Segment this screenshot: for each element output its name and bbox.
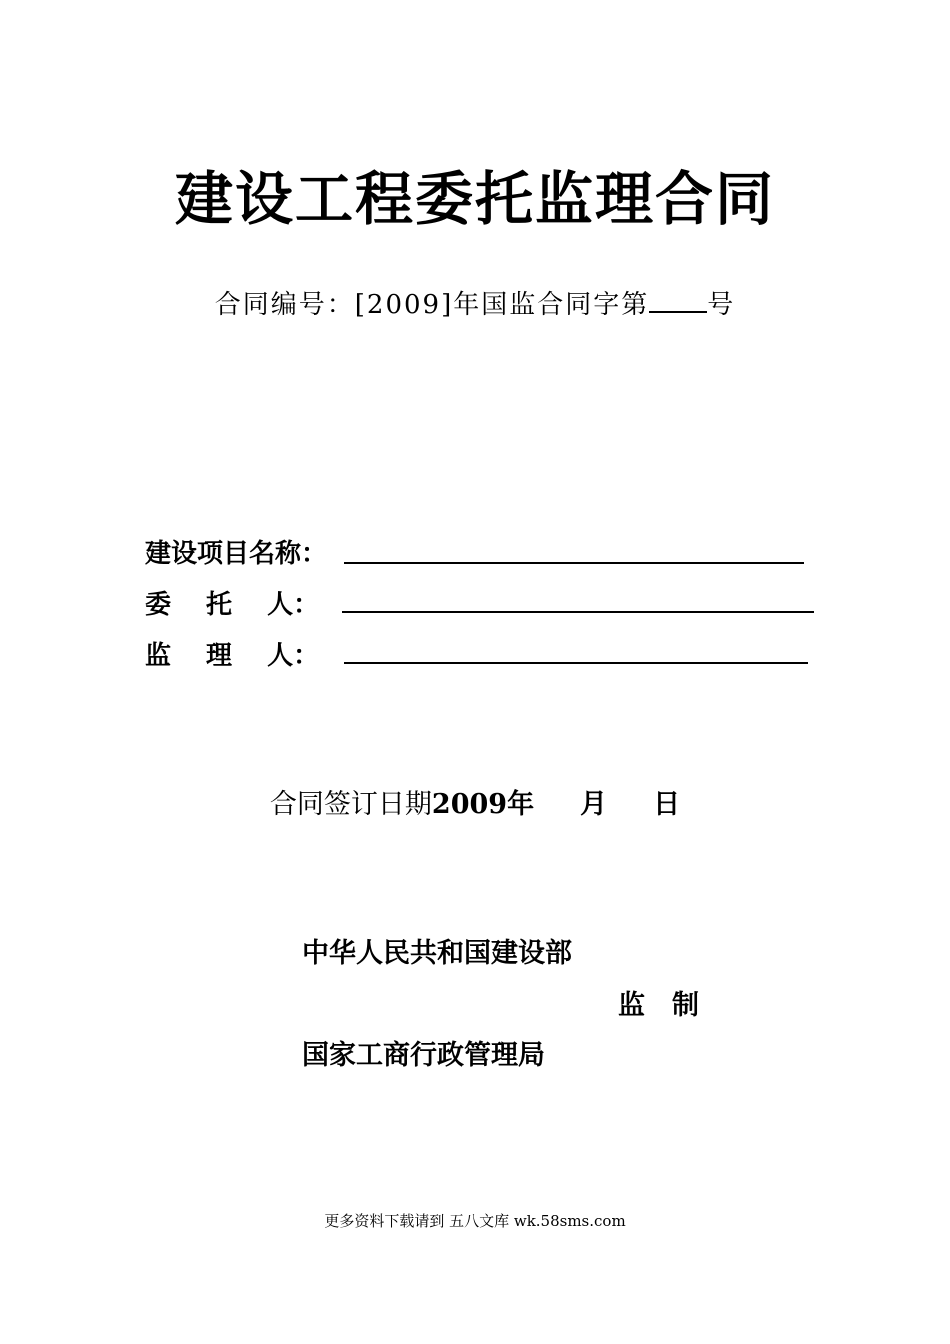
signing-date-day: 日 — [653, 789, 681, 820]
contract-number-prefix: 合同编号： — [214, 290, 355, 320]
project-name-row — [145, 533, 327, 570]
issuer-supervise: 监 制 — [618, 990, 699, 1021]
signing-date-label: 合同签订日期 — [269, 789, 432, 820]
project-name-line[interactable] — [344, 562, 804, 564]
issuer-ministry: 中华人民共和国建设部 — [302, 938, 572, 969]
footer-download-note: 更多资料下载请到 五八文库 wk.58sms.com — [324, 1212, 626, 1230]
contract-number-code: [2009]年国监合同字第 — [354, 290, 650, 320]
signing-date-year: 2009年 — [431, 789, 535, 820]
supervisor-line[interactable] — [344, 662, 808, 664]
supervisor-row — [145, 635, 319, 672]
supervisor-label: 监 理 人： — [145, 641, 320, 671]
contract-number — [0, 284, 950, 321]
client-line[interactable] — [342, 611, 814, 613]
document-title: 建设工程委托监理合同 — [174, 165, 775, 233]
signing-date — [0, 782, 950, 821]
client-row — [145, 584, 319, 621]
client-label: 委 托 人： — [145, 590, 320, 620]
project-name-label: 建设项目名称： — [145, 539, 328, 569]
issuer-administration: 国家工商行政管理局 — [302, 1040, 545, 1071]
contract-number-blank[interactable] — [649, 289, 707, 313]
signing-date-month: 月 — [580, 789, 608, 820]
contract-number-suffix: 号 — [707, 290, 736, 320]
